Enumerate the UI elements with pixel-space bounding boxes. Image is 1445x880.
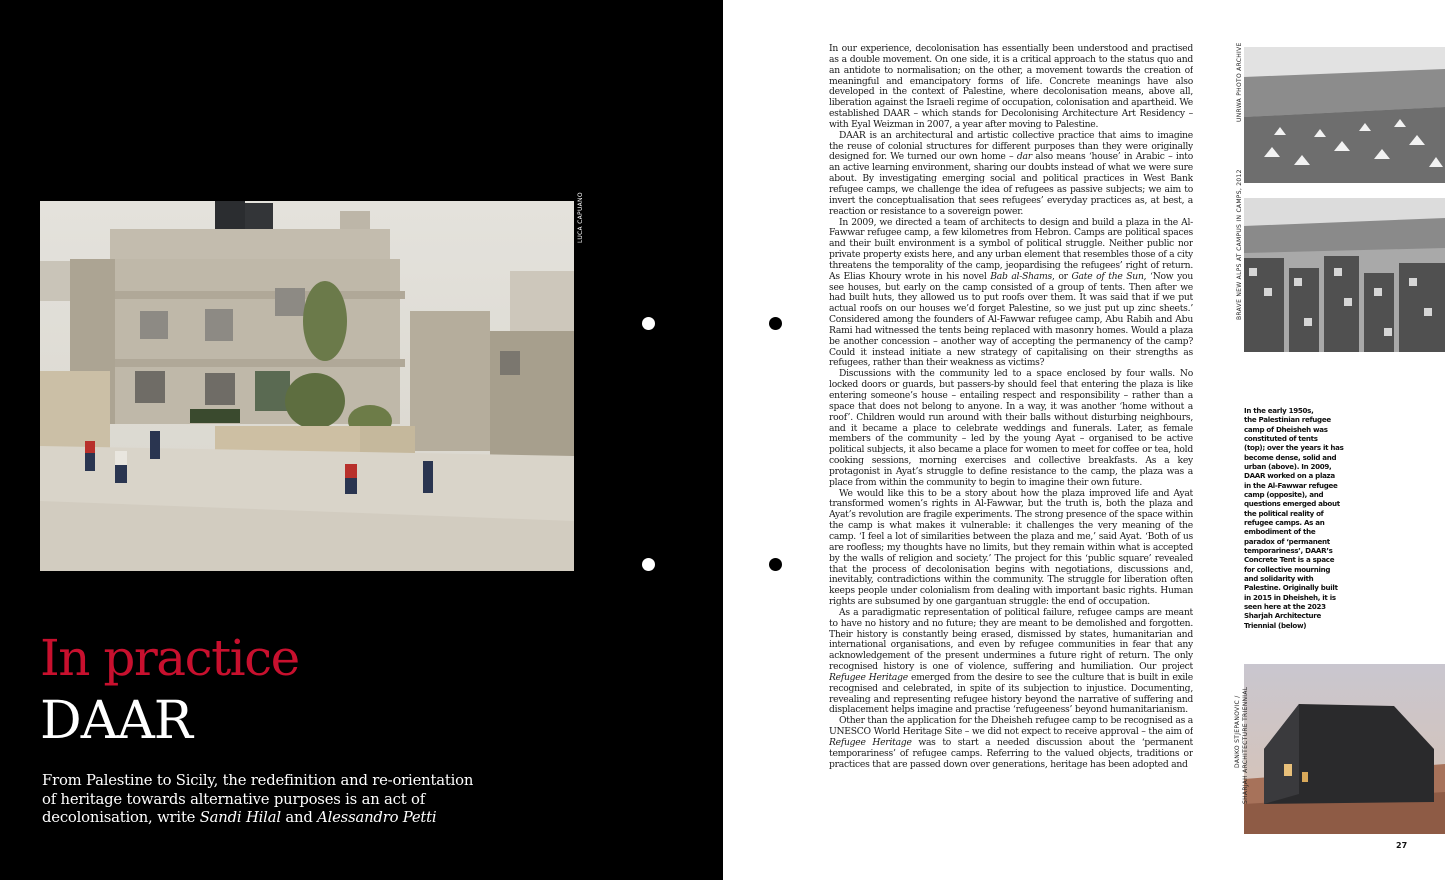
dense-camp-photo	[1244, 198, 1445, 352]
body-text: Other than the application for the Dheisheh refugee camp to be recognised as a UNESCO World Heritage Site – we did not expect to receive approval – the aim of	[829, 715, 1193, 738]
section-title: In practice	[40, 629, 299, 687]
caption-line: the political reality of	[1244, 508, 1324, 518]
italic-word: dar	[1016, 151, 1032, 163]
book-title: Gate of the Sun	[1071, 270, 1144, 282]
project-title: Refugee Heritage	[829, 737, 912, 748]
caption-line: questions emerged about	[1244, 499, 1340, 509]
body-text: , or	[1051, 270, 1072, 282]
project-title: Refugee Heritage	[829, 671, 908, 683]
body-text: As a paradigmatic representation of political failure, refugee camps are meant to have no history and no future; they are meant to be demolished and forgotten. Their history is constantly being erased, dismissed by states, humanitarian and international organisations, and even by refugee communities in fear that any acknowledgement of the present undermines a future right of return. The only recognised history is one of violence, suffering and humiliation. Our project	[829, 606, 1193, 673]
punch-hole	[769, 317, 782, 330]
body-text: also means ‘house’ in Arabic – into an active learning environment, sharing our doubts instead of what we were sure about. By investigating emerging social and political practices in West Bank refugee camps, we challenge the idea of refugees as passive subjects; we aim to invert the conceptualisation that sees refugees’ everyday practices as, at best, a reaction or resistance to a sovereign power.	[829, 151, 1193, 217]
body-paragraph	[829, 218, 1193, 370]
caption-line: become dense, solid and	[1244, 452, 1337, 462]
body-text: In 2009, we directed a team of architects to design and build a plaza in the Al-Fawwar refugee camp, a few kilometres from Hebron. Camps are political spaces and their built environment is a symbol of political struggle. Neither public nor private property exists here, and any urban element that resembles those of a city threatens the temporality of the camp, jeopardising the refugees’ right of return. As Elias Khoury wrote in his novel	[829, 216, 1193, 282]
body-text: , ‘Now you see houses, but early on the camp consisted of a group of tents. Then after we had built huts, they allowed us to put roofs over them. It was said that if we put actual roofs on our houses we’d forget Palestine, so we just put up zinc sheets.’ Considered among the founders of Al-Fawwar refugee camp, Abu Rabih and Abu Rami had witnessed the tents being replaced with masonry homes. Would a plaza be another concession – another way of accepting the permanency of the camp? Could it instead initiate a new strategy of capitalising on their strengths as refugees, rather than their weakness as victims?	[829, 270, 1193, 369]
article-body	[829, 44, 1193, 828]
caption-line: In the early 1950s,	[1244, 406, 1314, 415]
concrete-tent-photo-credit: DANKO STJEPANOVIC /	[1234, 695, 1241, 768]
dense-camp-photo-credit: BRAVE NEW ALPS AT CAMPUS IN CAMPS, 2012	[1236, 169, 1243, 320]
caption-line: in 2015 in Dheisheh, it is	[1244, 592, 1336, 602]
standfirst-text: decolonisation, write	[42, 809, 200, 826]
standfirst-line	[42, 809, 472, 828]
page-number: 27	[1396, 841, 1408, 850]
plaza-photo-credit: LUCA CAPUANO	[577, 192, 584, 243]
body-text: emerged from the desire to see the culture that is built in exile recognised and celebrated, in spite of its subjection to injustice. Documenting, revealing and representing refugee history beyond the narrative of suffering and displacement helps imagine and practise ‘refugeeness’ beyond humanitarianism.	[829, 671, 1193, 716]
body-paragraph: In our experience, decolonisation has essentially been understood and practised as a double movement. On one side, it is a critical approach to the status quo and an antidote to normalisation; on the other, a movement towards the creation of meaningful and emancipatory forms of life. Concrete meanings have also developed in the context of Palestine, where decolonisation means, above all, liberation against the Israeli regime of occupation, colonisation and apartheid. We established DAAR – which stands for Decolonising Architecture Art Residency – with Eyal Weizman in 2007, a year after moving to Palestine.	[829, 44, 1193, 130]
plaza-photo	[40, 201, 574, 571]
body-paragraph	[829, 608, 1193, 716]
caption-line: camp (opposite), and	[1244, 489, 1324, 499]
punch-hole	[769, 558, 782, 571]
archive-photo-credit: UNRWA PHOTO ARCHIVE	[1236, 42, 1243, 122]
concrete-tent-photo-credit: SHARJAH ARCHITECTURE TRIENNIAL	[1242, 686, 1249, 804]
archive-photo-tents-image	[1244, 47, 1445, 183]
caption-line: the Palestinian refugee	[1244, 415, 1331, 425]
caption-line: DAAR worked on a plaza	[1244, 471, 1335, 481]
caption-line: constituted of tents	[1244, 433, 1318, 443]
caption-line: for collective mourning	[1244, 564, 1331, 574]
dense-camp-photo-image	[1244, 198, 1445, 352]
caption-line: refugee camps. As an	[1244, 517, 1325, 527]
caption-line: and solidarity with	[1244, 573, 1314, 583]
caption-line: Concrete Tent is a space	[1244, 555, 1335, 565]
archive-photo-tents	[1244, 47, 1445, 183]
punch-hole	[642, 558, 655, 571]
author-name: Sandi Hilal	[199, 809, 281, 826]
standfirst-line: of heritage towards alternative purposes is an act of	[42, 790, 425, 808]
caption-line: paradox of ‘permanent	[1244, 536, 1330, 546]
caption-line: in the Al-Fawwar refugee	[1244, 480, 1338, 490]
caption-line: (top); over the years it has	[1244, 443, 1344, 453]
standfirst-text: and	[280, 809, 318, 826]
caption-line: embodiment of the	[1244, 527, 1316, 537]
photo-caption	[1244, 406, 1344, 630]
caption-line: Triennial (below)	[1244, 620, 1307, 630]
standfirst	[42, 772, 472, 828]
body-paragraph: Discussions with the community led to a space enclosed by four walls. No locked doors or guards, but passers-by should feel that entering the plaza is like entering someone’s house – entailing respect and responsibility – rather than a space that does not belong to anyone. In a way, it was another ‘home without a roof’. Children would run around with their balls without disturbing neighbours, and it became a place to celebrate weddings and funerals. Later, as female members of the community – led by the young Ayat – organised to be active political subjects, it also became a place for women to meet for coffee or tea, hold cooking sessions, morning exercises and collective breakfasts. As a key protagonist in Ayat’s struggle to define resistance to the camp, the plaza was a place from within the community to begin to imagine their own future.	[829, 368, 1193, 488]
caption-line: Palestine. Originally built	[1244, 583, 1338, 593]
caption-line: camp of Dheisheh was	[1244, 424, 1328, 434]
article-title: DAAR	[40, 691, 192, 751]
caption-line: Sharjah Architecture	[1244, 611, 1322, 621]
body-paragraph	[829, 131, 1193, 218]
punch-hole	[642, 317, 655, 330]
author-name: Alessandro Petti	[317, 809, 437, 826]
caption-line: temporariness’, DAAR’s	[1244, 545, 1333, 555]
body-text: DAAR is an architectural and artistic collective practice that aims to imagine the reuse of colonial structures for different purposes than they were originally designed for. We turned our own home –	[829, 129, 1193, 163]
book-title: Bab al-Shams	[990, 270, 1052, 282]
body-paragraph	[829, 716, 1193, 770]
standfirst-line: From Palestine to Sicily, the redefinition and re-orientation	[42, 772, 474, 789]
caption-line: seen here at the 2023	[1244, 601, 1326, 611]
concrete-tent-photo	[1244, 664, 1445, 834]
body-paragraph: We would like this to be a story about how the plaza improved life and Ayat transformed women’s rights in Al-Fawwar, but the truth is, both the plaza and Ayat’s revolution are fragile experiments. The strong presence of the space within the camp is what makes it vulnerable: it challenges the very meaning of the camp. ‘I feel a lot of similarities between the plaza and me,’ said Ayat. ‘Both of us are roofless; my thoughts have no limits, but they remain within what is accepted by the walls of religion and society.’ The project for this ‘public square’ revealed that the process of decolonisation begins with negotiations, discussions and, inevitably, contradictions within the community. The struggle for liberation often keeps people under colonialism from dealing with important basic rights. Human rights are subsumed by one gargantuan struggle: the end of occupation.	[829, 487, 1193, 608]
concrete-tent-photo-image	[1244, 664, 1445, 834]
plaza-photo-image	[40, 201, 574, 571]
caption-line: urban (above). In 2009,	[1244, 461, 1332, 471]
body-text: was to start a needed discussion about the ‘permanent temporariness’ of refugee camps. Referring to the valued objects, traditions or practices that are passed down over generations, heritage has been adopted and	[829, 737, 1193, 770]
